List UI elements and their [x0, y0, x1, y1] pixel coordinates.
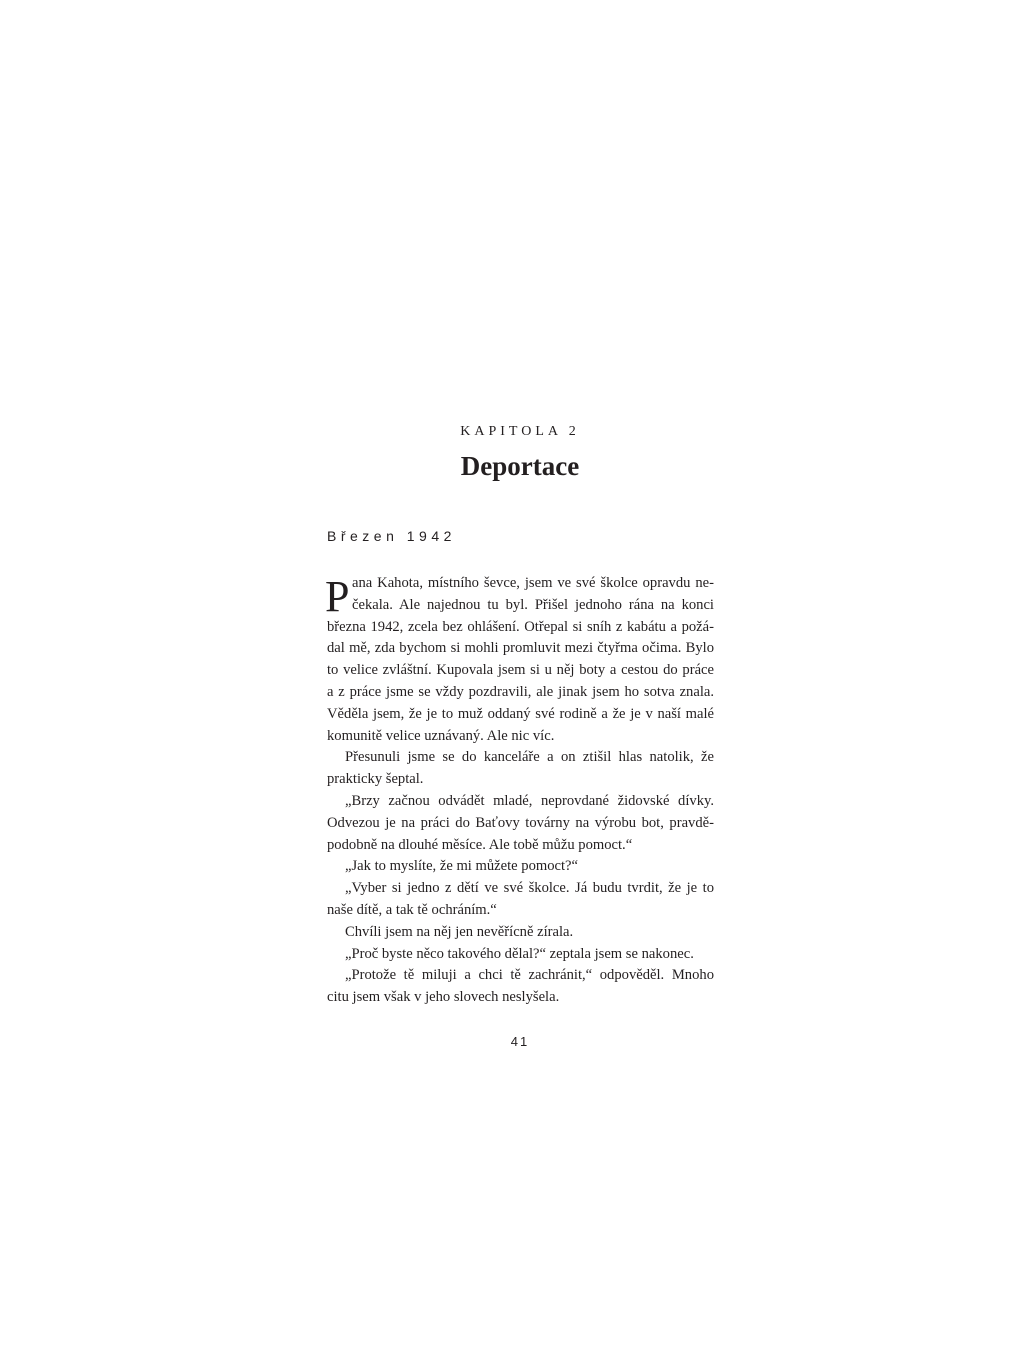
text-line: podobně na dlouhé měsíce. Ale tobě můžu pomoct.“ — [327, 836, 633, 853]
text-line: „Jak to myslíte, že mi můžete pomoct?“ — [345, 858, 579, 875]
text-line: „Vyber si jedno z dětí ve své školce. Já budu tvrdit, že je to — [345, 880, 714, 897]
text-line: to velice zvláštní. Kupovala jsem si u něj boty a cestou do práce — [327, 662, 714, 679]
text-line: března 1942, zcela bez ohlášení. Otřepal si sníh z kabátu a požá- — [327, 618, 714, 635]
text-line: naše dítě, a tak tě ochráním.“ — [327, 901, 497, 918]
chapter-label: KAPITOLA 2 — [460, 424, 580, 439]
text-line: „Protože tě miluji a chci tě zachránit,“ odpověděl. Mnoho — [345, 967, 714, 984]
text-line: Věděla jsem, že je to muž oddaný své rodině a že je v naší malé — [327, 705, 714, 722]
text-line: Chvíli jsem na něj jen nevěřícně zírala. — [345, 923, 574, 940]
text-line: dal mě, zda bychom si mohli promluvit mezi čtyřma očima. Bylo — [327, 640, 714, 657]
text-line: a z práce jsme se vždy pozdravili, ale jinak jsem ho sotva znala. — [327, 683, 714, 700]
text-line: „Proč byste něco takového dělal?“ zeptala jsem se nakonec. — [345, 945, 694, 962]
text-line: komunitě velice uznávaný. Ale nic víc. — [327, 727, 555, 744]
text-line: Přesunuli jsme se do kanceláře a on ztišil hlas natolik, že — [345, 749, 714, 766]
text-line: prakticky šeptal. — [327, 771, 424, 788]
text-line: citu jsem však v jeho slovech neslyšela. — [327, 989, 560, 1006]
page-number: 41 — [510, 1034, 530, 1049]
drop-cap: P — [325, 572, 350, 621]
text-line: čekala. Ale najednou tu byl. Přišel jednoho rána na konci — [352, 596, 714, 613]
text-line: „Brzy začnou odvádět mladé, neprovdané židovské dívky. — [345, 792, 714, 809]
text-line: ana Kahota, místního ševce, jsem ve své školce opravdu ne- — [352, 575, 714, 591]
section-date: Březen 1942 — [327, 528, 456, 544]
body-text — [327, 573, 714, 1009]
chapter-title: Deportace — [460, 451, 580, 481]
text-line: Odvezou je na práci do Baťovy továrny na výrobu bot, pravdě- — [327, 814, 714, 831]
